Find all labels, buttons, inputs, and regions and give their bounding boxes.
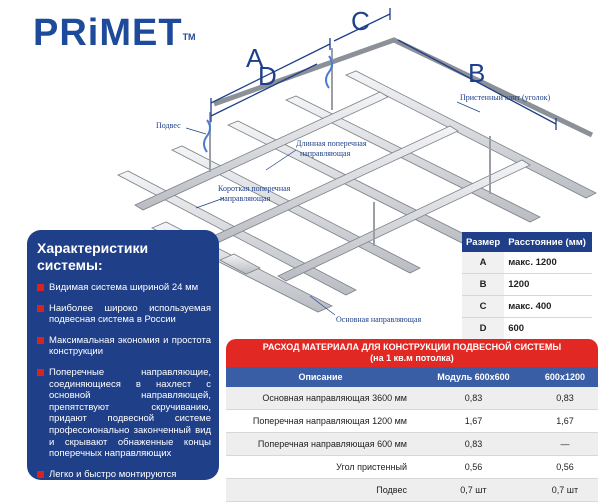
feature-item: Поперечные направляющие, соединяющиеся в нахлест с основной направляющей, препятствуют скручиванию, придают подвесной системе профессионально законченный вид и скрывают обнаженные концы поперечных направляющих: [37, 367, 211, 460]
long-cross-label-1: Длинная поперечная: [296, 139, 367, 148]
table-row: B 1200: [462, 274, 592, 296]
main-runner-label: Основная направляющая: [336, 315, 422, 324]
bullet-icon: [37, 369, 44, 376]
size-table: [462, 232, 592, 340]
primet-logo: PRiMET™: [33, 12, 196, 54]
long-cross-label-2: направляющая: [300, 149, 351, 158]
dim-d-label: D: [258, 61, 277, 91]
feature-item: Легко и быстро монтируются: [37, 469, 211, 481]
feature-item: Наиболее широко используемая подвесная система в России: [37, 303, 211, 326]
bullet-icon: [37, 337, 44, 344]
bullet-icon: [37, 284, 44, 291]
table-row: Подвес 0,7 шт 0,7 шт: [226, 479, 598, 502]
table-row: Поперечная направляющая 600 мм 0,83 —: [226, 433, 598, 456]
table-row: D 600: [462, 318, 592, 340]
distance-col-header: Расстояние (мм): [504, 232, 592, 252]
short-cross-label-1: Короткая поперечная: [218, 184, 291, 193]
bullet-icon: [37, 305, 44, 312]
bullet-icon: [37, 471, 44, 478]
materials-table: [226, 367, 598, 502]
features-title: Характеристики системы:: [37, 240, 149, 273]
table-row: Поперечная направляющая 1200 мм 1,67 1,67: [226, 410, 598, 433]
short-cross-label-2: направляющая: [220, 194, 271, 203]
hanger-label: Подвес: [156, 121, 181, 130]
dim-b-label: B: [468, 58, 486, 88]
table-row: A макс. 1200: [462, 252, 592, 274]
materials-title: РАСХОД МАТЕРИАЛА ДЛЯ КОНСТРУКЦИИ ПОДВЕСНОЙ СИСТЕМЫ (на 1 кв.м потолка): [226, 339, 598, 367]
table-row: Угол пристенный 0,56 0,56: [226, 456, 598, 479]
size-col-header: Размер: [462, 232, 504, 252]
table-row: Основная направляющая 3600 мм 0,83 0,83: [226, 387, 598, 410]
dim-a-label: A: [246, 43, 264, 73]
dim-c-label: C: [351, 6, 370, 36]
table-row: C макс. 400: [462, 296, 592, 318]
feature-item: Видимая система шириной 24 мм: [37, 282, 211, 294]
description-col-header: Описание: [226, 367, 415, 387]
module-600-col-header: Модуль 600х600: [415, 367, 532, 387]
module-1200-col-header: 600х1200: [532, 367, 598, 387]
wall-angle-label: Пристенный кант (уголок): [460, 93, 551, 102]
feature-item: Максимальная экономия и простота конструкции: [37, 335, 211, 358]
materials-subtitle: (на 1 кв.м потолка): [370, 353, 454, 363]
features-panel: [27, 230, 219, 480]
